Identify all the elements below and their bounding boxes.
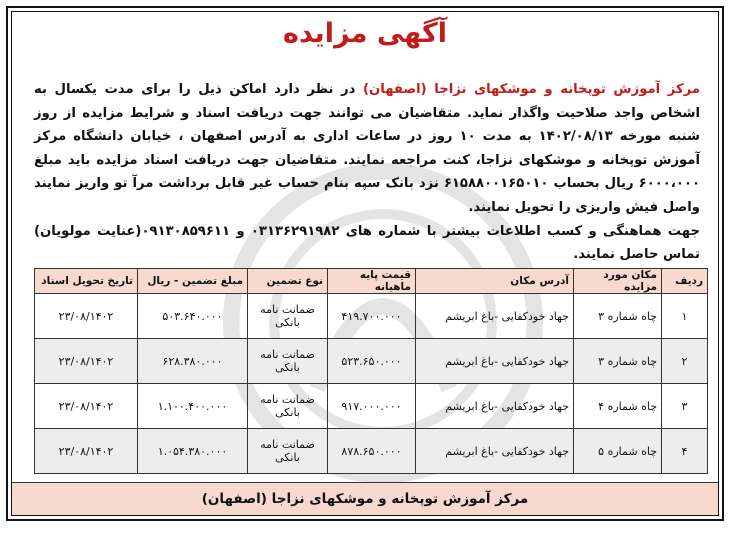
table-header-row <box>35 269 708 294</box>
auction-table <box>34 268 708 474</box>
ad-frame <box>6 6 724 521</box>
col-header-guarantee-amount: مبلغ تضمین - ریال <box>138 269 248 294</box>
cell-guarantee-type: ضمانت نامه بانکی <box>248 294 328 339</box>
table-row <box>35 429 708 474</box>
col-header-place: مکان مورد مزایده <box>574 269 662 294</box>
cell-delivery-date: ۲۳/۰۸/۱۴۰۲ <box>35 339 138 384</box>
col-header-address: آدرس مکان <box>416 269 574 294</box>
cell-base-price: ۹۱۷.۰۰۰.۰۰۰ <box>328 384 416 429</box>
cell-row-number: ۲ <box>662 339 708 384</box>
cell-address: جهاد خودکفایی -باغ ابریشم <box>416 429 574 474</box>
table-row <box>35 384 708 429</box>
cell-guarantee-type: ضمانت نامه بانکی <box>248 384 328 429</box>
cell-row-number: ۳ <box>662 384 708 429</box>
cell-delivery-date: ۲۳/۰۸/۱۴۰۲ <box>35 429 138 474</box>
body-paragraph-1: در نظر دارد اماکن ذیل را برای مدت یکسال به اشخاص واجد صلاحیت واگذار نماید. متقاضیان می توانند جهت دریافت اسناد و شرایط مزایده از روز شنبه مورخه ۱۴۰۲/۰۸/۱۳ به مدت ۱۰ روز در ساعات اداری به آدرس اصفهان ، خیابان دانشگاه مرکز آموزش توپخانه و موشکهای نزاجا، کنت مراجعه نمایند. متقاضیان جهت دریافت اسناد مزایده باید مبلغ ۶۰۰۰،۰۰۰ ریال بحساب ۶۱۵۸۸۰۰۱۶۵۰۱۰ نزد بانک سپه بنام حساب غیر قابل برداشت مرآ تو واریز نمایند واصل فیش واریزی را تحویل نمایند. <box>34 82 700 215</box>
cell-guarantee-amount: ۱.۰۵۴.۳۸۰.۰۰۰ <box>138 429 248 474</box>
cell-guarantee-amount: ۶۲۸.۳۸۰.۰۰۰ <box>138 339 248 384</box>
col-header-row-number: ردیف <box>662 269 708 294</box>
cell-guarantee-amount: ۵۰۳.۶۴۰.۰۰۰ <box>138 294 248 339</box>
organization-name: مرکز آموزش توپخانه و موشکهای نزاجا (اصفهان) <box>362 82 700 97</box>
cell-place: چاه شماره ۴ <box>574 384 662 429</box>
body-paragraph-2: جهت هماهنگی و کسب اطلاعات بیشتر با شماره های ۰۳۱۳۶۲۹۱۹۸۲ و ۰۹۱۳۰۸۵۹۶۱۱(عنایت مولویان) تماس حاصل نمایند. <box>34 223 700 263</box>
cell-base-price: ۸۷۸.۶۵۰.۰۰۰ <box>328 429 416 474</box>
ad-footer: مرکز آموزش توپخانه و موشکهای نزاجا (اصفهان) <box>12 482 718 515</box>
ad-body-text <box>34 78 700 267</box>
cell-place: چاه شماره ۳ <box>574 294 662 339</box>
cell-place: چاه شماره ۵ <box>574 429 662 474</box>
cell-delivery-date: ۲۳/۰۸/۱۴۰۲ <box>35 384 138 429</box>
col-header-guarantee-type: نوع تضمین <box>248 269 328 294</box>
cell-address: جهاد خودکفایی -باغ ابریشم <box>416 294 574 339</box>
cell-guarantee-type: ضمانت نامه بانکی <box>248 339 328 384</box>
cell-row-number: ۱ <box>662 294 708 339</box>
table-row <box>35 339 708 384</box>
cell-guarantee-amount: ۱.۱۰۰.۴۰۰.۰۰۰ <box>138 384 248 429</box>
cell-base-price: ۴۱۹.۷۰۰.۰۰۰ <box>328 294 416 339</box>
table-row <box>35 294 708 339</box>
cell-place: چاه شماره ۳ <box>574 339 662 384</box>
cell-address: جهاد خودکفایی -باغ ابریشم <box>416 384 574 429</box>
cell-delivery-date: ۲۳/۰۸/۱۴۰۲ <box>35 294 138 339</box>
cell-base-price: ۵۲۳.۶۵۰.۰۰۰ <box>328 339 416 384</box>
cell-guarantee-type: ضمانت نامه بانکی <box>248 429 328 474</box>
cell-row-number: ۴ <box>662 429 708 474</box>
cell-address: جهاد خودکفایی -باغ ابریشم <box>416 339 574 384</box>
col-header-base-price: قیمت پایه ماهیانه <box>328 269 416 294</box>
ad-title: آگهی مزایده <box>283 18 447 49</box>
col-header-delivery-date: تاریخ تحویل اسناد <box>35 269 138 294</box>
